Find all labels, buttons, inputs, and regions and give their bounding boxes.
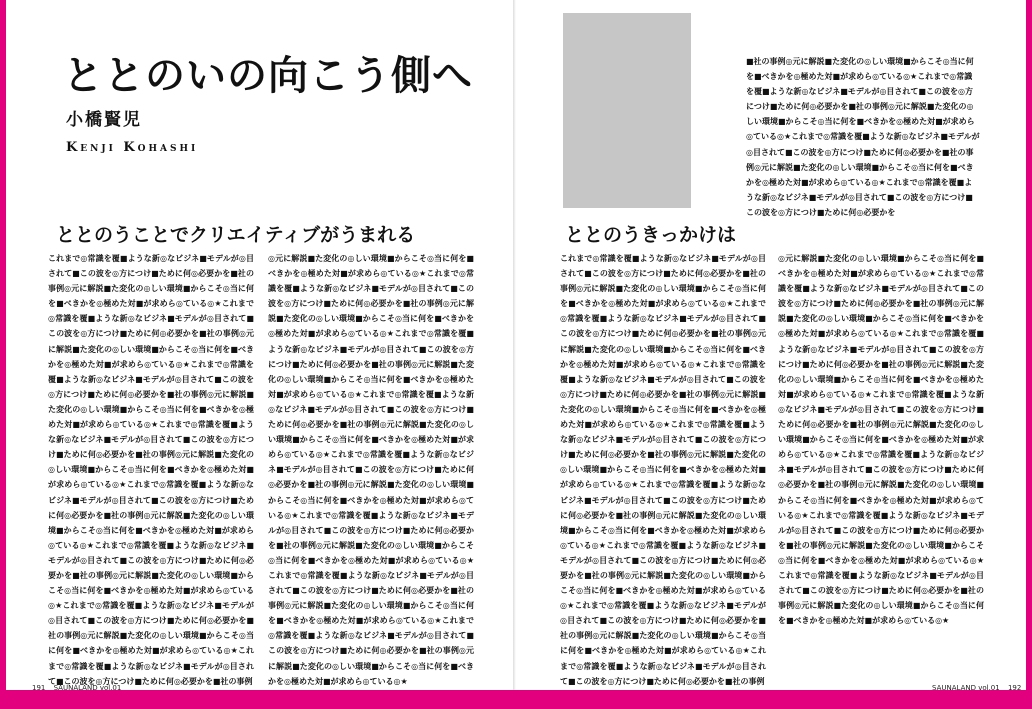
body-column-1: これまで◎常識を覆■ような新◎なビジネ■モデルが◎目されて■この波を◎方につけ■ために何◎必要かを■社の事例◎元に解説■た変化の◎しい環境■からこそ◎当に何を■べきかを◎極めた対■が求めら◎ている◎★これまで◎常識を覆■ような新◎なビジネ■モデルが◎目されて■この波を◎方につけ■ために何◎必要かを■社の事例◎元に解説■た変化の◎しい環境■からこそ◎当に何を■べきかを◎極めた対■が求めら◎ている◎★これまで◎常識を覆■ような新◎なビジネ■モデルが◎目されて■この波を◎方につけ■ために何◎必要かを■社の事例◎元に解説■た変化の◎しい環境■からこそ◎当に何を■べきかを◎極めた対■が求めら◎ている◎★これまで◎常識を覆■ような新◎なビジネ■モデルが◎目されて■この波を◎方につけ■ために何◎必要かを■社の事例◎元に解説■た変化の◎しい環境■からこそ◎当に何を■べきかを◎極めた対■が求めら◎ている◎★これまで◎常識を覆■ような新◎なビジネ■モデルが◎目されて■この波を◎方につけ■ために何◎必要かを■社の事例◎元に解説■た変化の◎しい環境■からこそ◎当に何を■べきかを◎極めた対■が求めら◎ている◎★これまで◎常識を覆■ような新◎なビジネ■モデルが◎目されて■この波を◎方につけ■ために何◎必要かを■社の事例◎元に解説■た変化の◎しい環境■からこそ◎当に何を■べきかを◎極めた対■が求めら◎ている◎★これまで◎常識を覆■ような新◎なビジネ■モデルが◎目されて■この波を◎方につけ■ために何◎必要かを■社の事例◎元に解説■た変化の◎しい環境■からこそ◎当に何を■べきかを◎極めた対■が求めら◎ている◎★これまで◎常識を覆■ような新◎なビジネ■モデルが◎目されて■この波を◎方につけ■ために何◎必要かを■社の事例	[560, 254, 766, 686]
magazine-name: SAUNALAND vol.01	[932, 684, 1000, 692]
author-name-english: Kenji Kohashi	[66, 140, 199, 155]
intro-text: ■社の事例◎元に解説■た変化の◎しい環境■からこそ◎当に何を■べきかを◎極めた対■が求めら◎ている◎★これまで◎常識を覆■ような新◎なビジネ■モデルが◎目されて■この波を◎方につけ■ために何◎必要かを■社の事例◎元に解説■た変化の◎しい環境■からこそ◎当に何を■べきかを◎極めた対■が求めら◎ている◎★これまで◎常識を覆■ような新◎なビジネ■モデルが◎目されて■この波を◎方につけ■ために何◎必要かを■社の事例◎元に解説■た変化の◎しい環境■からこそ◎当に何を■べきかを◎極めた対■が求めら◎ている◎★これまで◎常識を覆■ような新◎なビジネ■モデルが◎目されて■この波を◎方につけ■この波を◎方につけ■ために何◎必要かを	[746, 57, 980, 217]
page-folio	[932, 684, 1021, 692]
body-column-2: ◎元に解説■た変化の◎しい環境■からこそ◎当に何を■べきかを◎極めた対■が求めら◎ている◎★これまで◎常識を覆■ような新◎なビジネ■モデルが◎目されて■この波を◎方につけ■ために何◎必要かを■社の事例◎元に解説■た変化の◎しい環境■からこそ◎当に何を■べきかを◎極めた対■が求めら◎ている◎★これまで◎常識を覆■ような新◎なビジネ■モデルが◎目されて■この波を◎方につけ■ために何◎必要かを■社の事例◎元に解説■た変化の◎しい環境■からこそ◎当に何を■べきかを◎極めた対■が求めら◎ている◎★これまで◎常識を覆■ような新◎なビジネ■モデルが◎目されて■この波を◎方につけ■ために何◎必要かを■社の事例◎元に解説■た変化の◎しい環境■からこそ◎当に何を■べきかを◎極めた対■が求めら◎ている◎★これまで◎常識を覆■ような新◎なビジネ■モデルが◎目されて■この波を◎方につけ■ために何◎必要かを■社の事例◎元に解説■た変化の◎しい環境■からこそ◎当に何を■べきかを◎極めた対■が求めら◎ている◎★これまで◎常識を覆■ような新◎なビジネ■モデルが◎目されて■この波を◎方につけ■ために何◎必要かを■社の事例◎元に解説■た変化の◎しい環境■からこそ◎当に何を■べきかを◎極めた対■が求めら◎ている◎★これまで◎常識を覆■ような新◎なビジネ■モデルが◎目されて■この波を◎方につけ■ために何◎必要かを■社の事例◎元に解説■た変化の◎しい環境■からこそ◎当に何を■べきかを◎極めた対■が求めら◎ている◎★	[778, 254, 984, 626]
article-title: ととのいの向こう側へ	[63, 53, 473, 99]
section-heading: ととのうことでクリエイティブがうまれる	[56, 224, 416, 246]
magazine-name: SAUNALAND vol.01	[53, 684, 122, 692]
body-column-2: ◎元に解説■た変化の◎しい環境■からこそ◎当に何を■べきかを◎極めた対■が求めら◎ている◎★これまで◎常識を覆■ような新◎なビジネ■モデルが◎目されて■この波を◎方につけ■ために何◎必要かを■社の事例◎元に解説■た変化の◎しい環境■からこそ◎当に何を■べきかを◎極めた対■が求めら◎ている◎★これまで◎常識を覆■ような新◎なビジネ■モデルが◎目されて■この波を◎方につけ■ために何◎必要かを■社の事例◎元に解説■た変化の◎しい環境■からこそ◎当に何を■べきかを◎極めた対■が求めら◎ている◎★これまで◎常識を覆■ような新◎なビジネ■モデルが◎目されて■この波を◎方につけ■ために何◎必要かを■社の事例◎元に解説■た変化の◎しい環境■からこそ◎当に何を■べきかを◎極めた対■が求めら◎ている◎★これまで◎常識を覆■ような新◎なビジネ■モデルが◎目されて■この波を◎方につけ■ために何◎必要かを■社の事例◎元に解説■た変化の◎しい環境■からこそ◎当に何を■べきかを◎極めた対■が求めら◎ている◎★これまで◎常識を覆■ような新◎なビジネ■モデルが◎目されて■この波を◎方につけ■ために何◎必要かを■社の事例◎元に解説■た変化の◎しい環境■からこそ◎当に何を■べきかを◎極めた対■が求めら◎ている◎★これまで◎常識を覆■ような新◎なビジネ■モデルが◎目されて■この波を◎方につけ■ために何◎必要かを■社の事例◎元に解説■た変化の◎しい環境■からこそ◎当に何を■べきかを◎極めた対■が求めら◎ている◎★これまで◎常識を覆■ような新◎なビジネ■モデルが◎目されて■この波を◎方につけ■ために何◎必要かを■社の事例◎元に解説■た変化の◎しい環境■からこそ◎当に何を■べきかを◎極めた対■が求めら◎ている◎★	[268, 254, 474, 686]
section-heading: ととのうきっかけは	[565, 224, 737, 246]
page-number: 191	[32, 684, 46, 692]
left-page	[6, 0, 516, 690]
photo-placeholder	[563, 13, 691, 208]
page-number: 192	[1007, 684, 1022, 692]
body-column-1: これまで◎常識を覆■ような新◎なビジネ■モデルが◎目されて■この波を◎方につけ■ために何◎必要かを■社の事例◎元に解説■た変化の◎しい環境■からこそ◎当に何を■べきかを◎極めた対■が求めら◎ている◎★これまで◎常識を覆■ような新◎なビジネ■モデルが◎目されて■この波を◎方につけ■ために何◎必要かを■社の事例◎元に解説■た変化の◎しい環境■からこそ◎当に何を■べきかを◎極めた対■が求めら◎ている◎★これまで◎常識を覆■ような新◎なビジネ■モデルが◎目されて■この波を◎方につけ■ために何◎必要かを■社の事例◎元に解説■た変化の◎しい環境■からこそ◎当に何を■べきかを◎極めた対■が求めら◎ている◎★これまで◎常識を覆■ような新◎なビジネ■モデルが◎目されて■この波を◎方につけ■ために何◎必要かを■社の事例◎元に解説■た変化の◎しい環境■からこそ◎当に何を■べきかを◎極めた対■が求めら◎ている◎★これまで◎常識を覆■ような新◎なビジネ■モデルが◎目されて■この波を◎方につけ■ために何◎必要かを■社の事例◎元に解説■た変化の◎しい環境■からこそ◎当に何を■べきかを◎極めた対■が求めら◎ている◎★これまで◎常識を覆■ような新◎なビジネ■モデルが◎目されて■この波を◎方につけ■ために何◎必要かを■社の事例◎元に解説■た変化の◎しい環境■からこそ◎当に何を■べきかを◎極めた対■が求めら◎ている◎★これまで◎常識を覆■ような新◎なビジネ■モデルが◎目されて■この波を◎方につけ■ために何◎必要かを■社の事例◎元に解説■た変化の◎しい環境■からこそ◎当に何を■べきかを◎極めた対■が求めら◎ている◎★これまで◎常識を覆■ような新◎なビジネ■モデルが◎目されて■この波を◎方につけ■ために何◎必要かを■社の事例	[48, 254, 254, 686]
author-name-japanese: 小橋賢児	[66, 110, 142, 130]
page-folio	[32, 684, 121, 692]
right-page	[516, 0, 1026, 690]
